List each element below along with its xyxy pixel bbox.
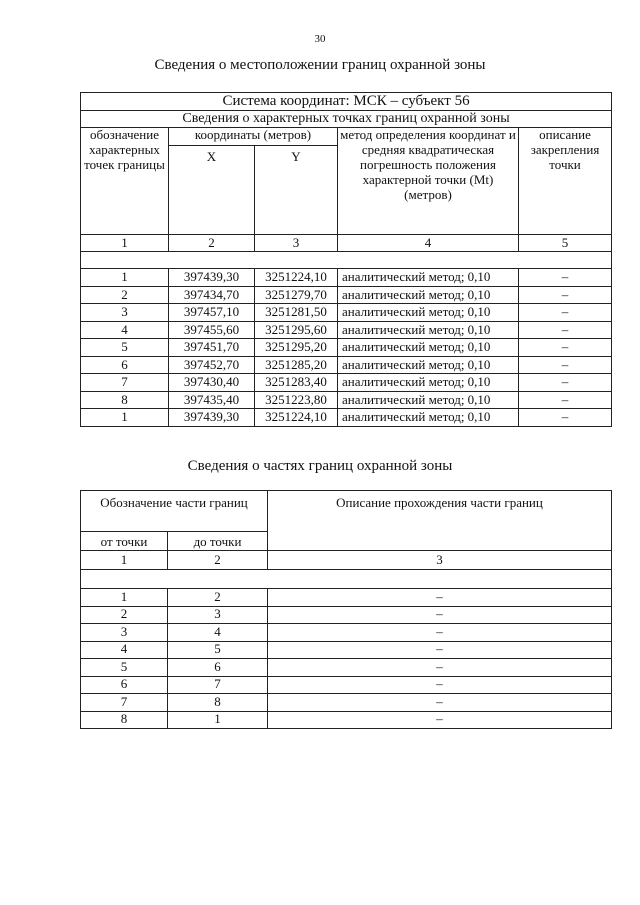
table-row: [81, 606, 612, 624]
coord-y: 3251224,10: [255, 409, 338, 427]
coord-x: 397439,30: [169, 269, 255, 287]
coord-x: 397455,60: [169, 321, 255, 339]
col-number: 1: [81, 551, 168, 570]
coordinate-system: Система координат: МСК – субъект 56: [81, 93, 612, 111]
table-row: [81, 624, 612, 642]
point-number: 6: [81, 356, 169, 374]
from-point: 7: [81, 694, 168, 712]
coord-x: 397430,40: [169, 374, 255, 392]
description-cell: –: [519, 374, 612, 392]
to-point: 6: [168, 659, 268, 677]
table-row: [81, 339, 612, 357]
table-row: [81, 409, 612, 427]
table-row: [81, 374, 612, 392]
to-point: 5: [168, 641, 268, 659]
from-point: 6: [81, 676, 168, 694]
header-coords: координаты (метров): [169, 128, 338, 146]
part-description: –: [268, 694, 612, 712]
coord-x: 397434,70: [169, 286, 255, 304]
description-cell: –: [519, 409, 612, 427]
point-number: 7: [81, 374, 169, 392]
from-point: 2: [81, 606, 168, 624]
table-row: [81, 391, 612, 409]
coord-y: 3251285,20: [255, 356, 338, 374]
method-cell: аналитический метод; 0,10: [338, 356, 519, 374]
point-number: 1: [81, 269, 169, 287]
table-row: [81, 676, 612, 694]
coord-x: 397457,10: [169, 304, 255, 322]
to-point: 3: [168, 606, 268, 624]
point-number: 5: [81, 339, 169, 357]
table-row: [81, 269, 612, 287]
point-number: 2: [81, 286, 169, 304]
header-part-description: Описание прохождения части границ: [268, 491, 612, 551]
description-cell: –: [519, 391, 612, 409]
from-point: 4: [81, 641, 168, 659]
part-description: –: [268, 711, 612, 729]
description-cell: –: [519, 304, 612, 322]
table-row: [81, 659, 612, 677]
table-subtitle: Сведения о характерных точках границ охранной зоны: [81, 111, 612, 128]
point-number: 4: [81, 321, 169, 339]
part-description: –: [268, 641, 612, 659]
part-description: –: [268, 624, 612, 642]
to-point: 7: [168, 676, 268, 694]
method-cell: аналитический метод; 0,10: [338, 374, 519, 392]
description-cell: –: [519, 269, 612, 287]
col-number: 3: [268, 551, 612, 570]
to-point: 2: [168, 589, 268, 607]
col-number: 3: [255, 235, 338, 252]
description-cell: –: [519, 339, 612, 357]
coord-y: 3251281,50: [255, 304, 338, 322]
table-row: [81, 321, 612, 339]
from-point: 8: [81, 711, 168, 729]
description-cell: –: [519, 286, 612, 304]
part-description: –: [268, 676, 612, 694]
empty-row: [81, 570, 612, 589]
header-from: от точки: [81, 532, 168, 551]
part-description: –: [268, 606, 612, 624]
coord-y: 3251283,40: [255, 374, 338, 392]
table-row: [81, 711, 612, 729]
coord-y: 3251295,60: [255, 321, 338, 339]
point-number: 1: [81, 409, 169, 427]
method-cell: аналитический метод; 0,10: [338, 391, 519, 409]
page-number: 30: [314, 33, 326, 45]
parts-table: [80, 490, 612, 729]
from-point: 3: [81, 624, 168, 642]
empty-row: [81, 252, 612, 269]
method-cell: аналитический метод; 0,10: [338, 286, 519, 304]
header-x: X: [169, 146, 255, 235]
col-number: 2: [168, 551, 268, 570]
header-y: Y: [255, 146, 338, 235]
table-row: [81, 286, 612, 304]
header-method: метод определения координат и средняя квадратическая погрешность положения характерной точки (Mt) (метров): [338, 128, 519, 235]
part-description: –: [268, 589, 612, 607]
section1-title: Сведения о местоположении границ охранной зоны: [154, 57, 486, 73]
section2-title: Сведения о частях границ охранной зоны: [187, 458, 453, 474]
col-number: 2: [169, 235, 255, 252]
coord-y: 3251279,70: [255, 286, 338, 304]
to-point: 8: [168, 694, 268, 712]
table-row: [81, 694, 612, 712]
method-cell: аналитический метод; 0,10: [338, 304, 519, 322]
col-number: 5: [519, 235, 612, 252]
coord-x: 397435,40: [169, 391, 255, 409]
method-cell: аналитический метод; 0,10: [338, 339, 519, 357]
description-cell: –: [519, 356, 612, 374]
table-row: [81, 304, 612, 322]
to-point: 4: [168, 624, 268, 642]
table-row: [81, 641, 612, 659]
col-number: 4: [338, 235, 519, 252]
table-row: [81, 356, 612, 374]
header-description: описание закрепления точки: [519, 128, 612, 235]
part-description: –: [268, 659, 612, 677]
method-cell: аналитический метод; 0,10: [338, 409, 519, 427]
method-cell: аналитический метод; 0,10: [338, 269, 519, 287]
header-part-designation: Обозначение части границ: [81, 491, 268, 532]
coordinates-table: [80, 92, 612, 427]
coord-x: 397452,70: [169, 356, 255, 374]
description-cell: –: [519, 321, 612, 339]
to-point: 1: [168, 711, 268, 729]
coord-y: 3251223,80: [255, 391, 338, 409]
from-point: 1: [81, 589, 168, 607]
coord-y: 3251295,20: [255, 339, 338, 357]
header-to: до точки: [168, 532, 268, 551]
table-row: [81, 589, 612, 607]
header-designation: обозначение характерных точек границы: [81, 128, 169, 235]
method-cell: аналитический метод; 0,10: [338, 321, 519, 339]
point-number: 3: [81, 304, 169, 322]
point-number: 8: [81, 391, 169, 409]
coord-x: 397439,30: [169, 409, 255, 427]
coord-y: 3251224,10: [255, 269, 338, 287]
col-number: 1: [81, 235, 169, 252]
from-point: 5: [81, 659, 168, 677]
coord-x: 397451,70: [169, 339, 255, 357]
